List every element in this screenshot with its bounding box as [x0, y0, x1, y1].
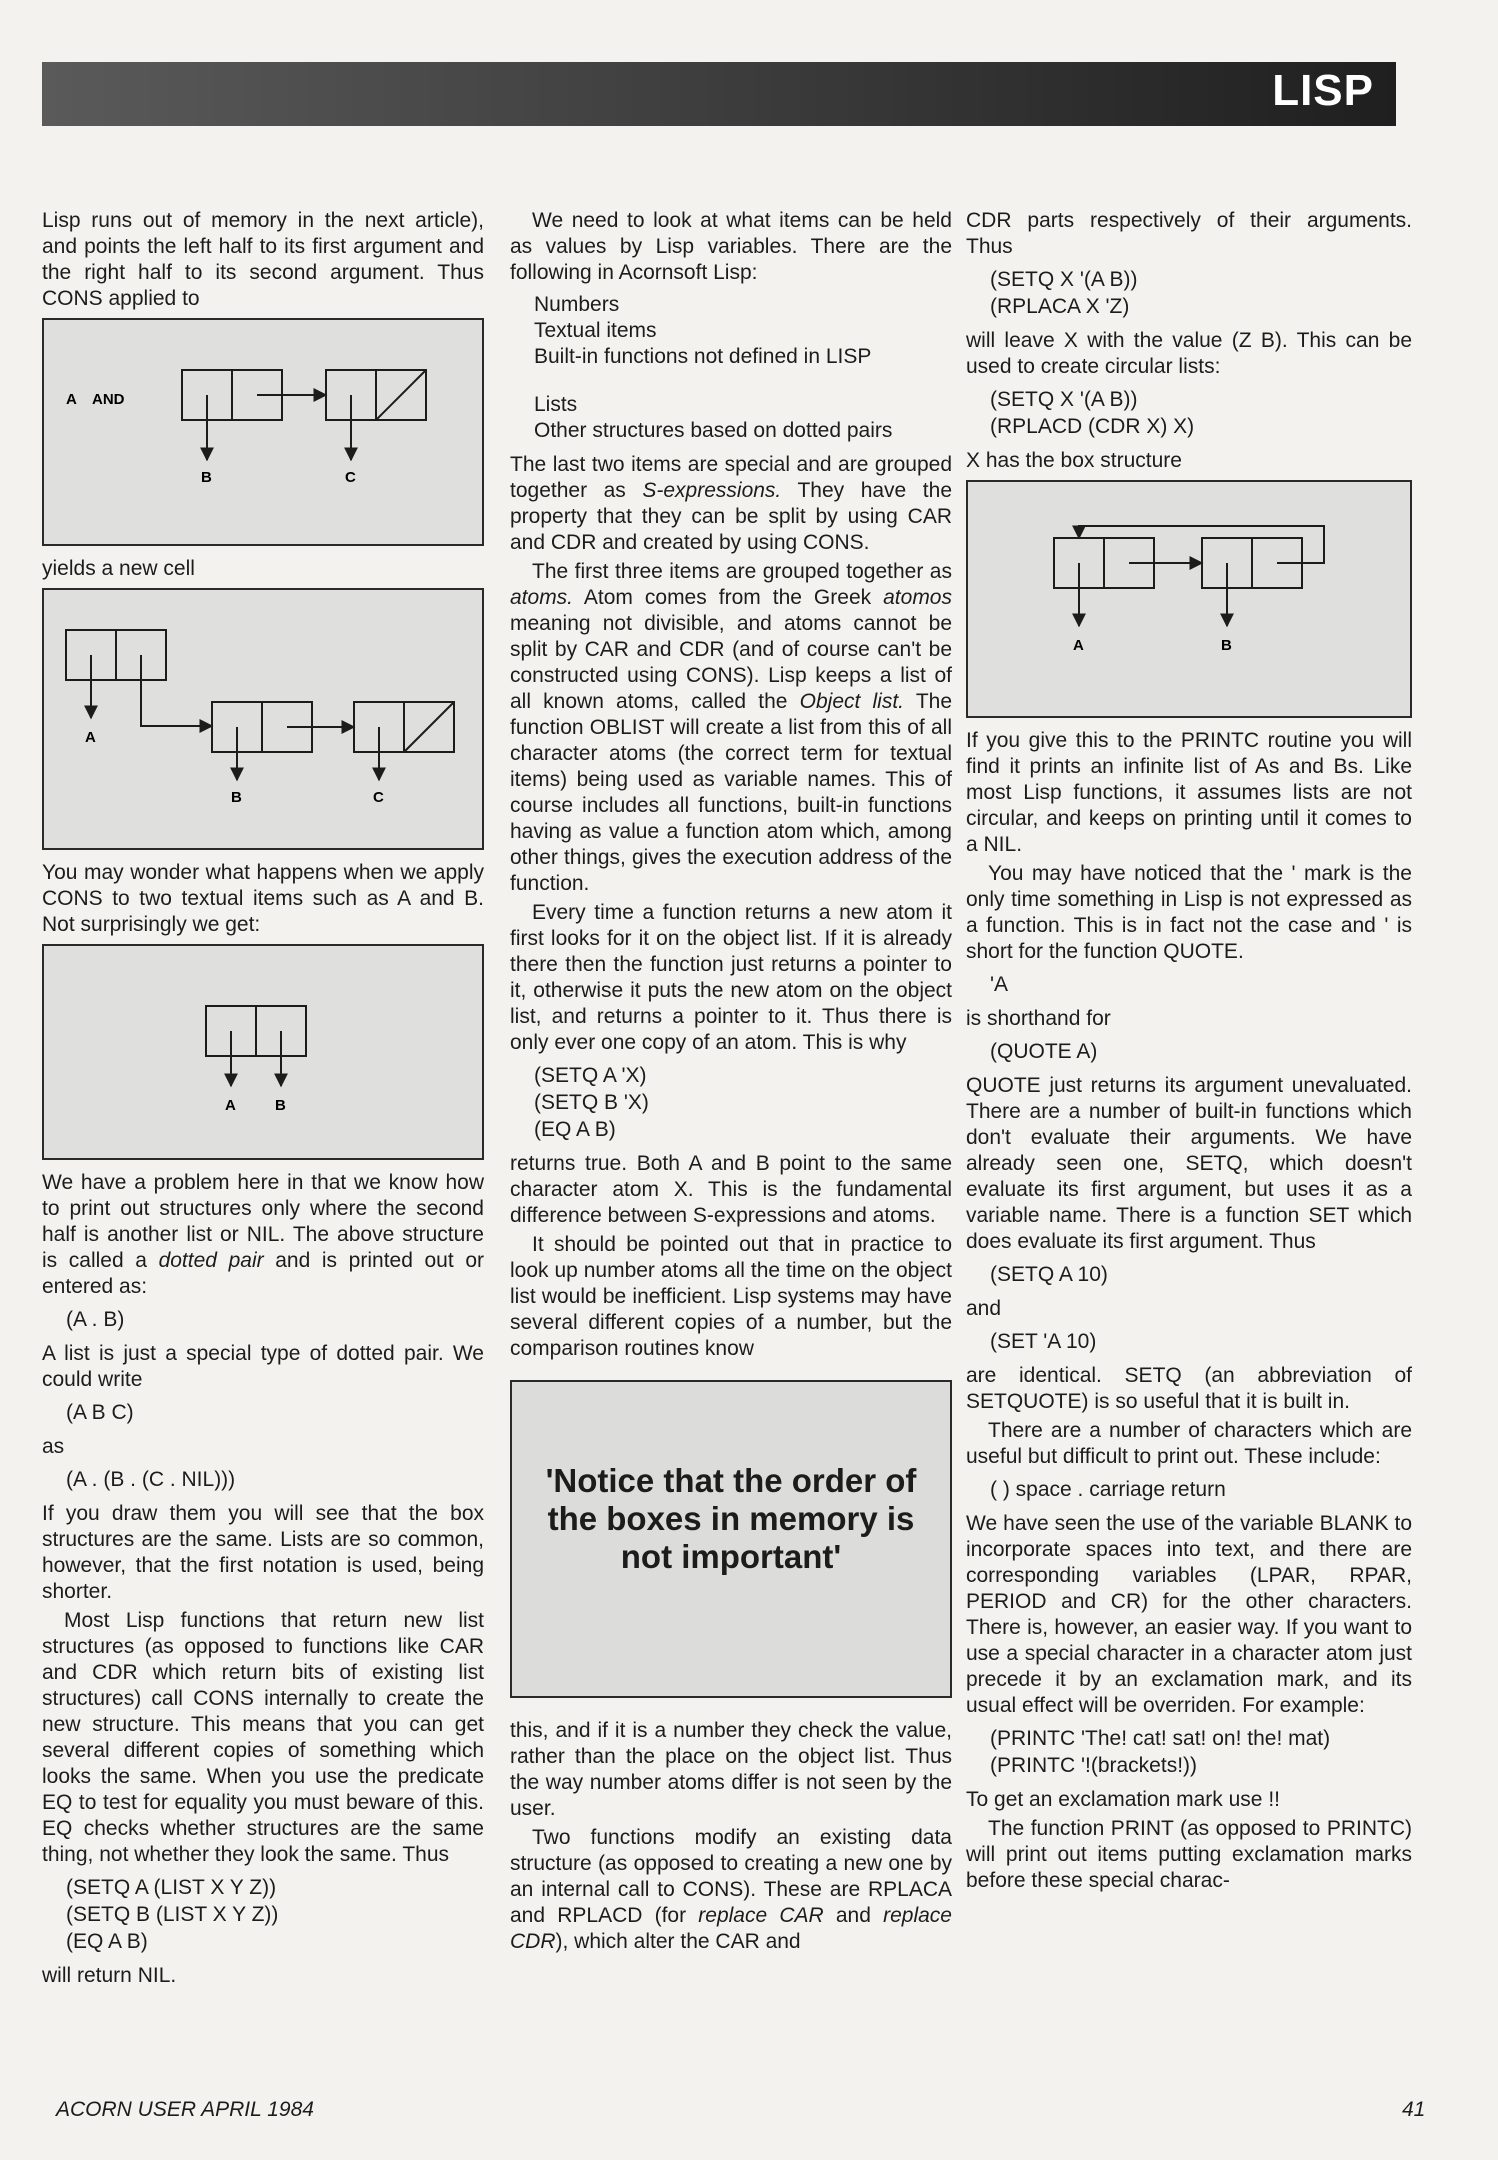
nil-slash [376, 370, 426, 420]
code-block: (SETQ A (LIST X Y Z)) (SETQ B (LIST X Y Z)) (EQ A B) [66, 1876, 279, 1953]
paragraph: CDR parts respectively of their arguments. Thus [966, 209, 1412, 258]
code-line: (QUOTE A) [990, 1040, 1098, 1063]
code-block: (SETQ X '(A B)) (RPLACD (CDR X) X) [990, 388, 1195, 438]
label-b: B [231, 789, 242, 806]
code-line: (A B C) [66, 1401, 134, 1424]
paragraph: We need to look at what items can be held as values by Lisp variables. There are the following in Acornsoft Lisp: [510, 209, 952, 284]
paragraph: If you give this to the PRINTC routine you will find it prints an infinite list of As and Bs. Like most Lisp functions, it assumes lists are not circular, and keeps on printing until it comes to a NIL. [966, 729, 1412, 856]
paragraph: QUOTE just returns its argument unevaluated. There are a number of built-in functions which don't evaluate their arguments. We have already seen one, SETQ, which doesn't evaluate its first argument, but uses it as a variable name. There is a function SET which does evaluate its first argument. Thus [966, 1074, 1412, 1253]
list-item: Built-in functions not defined in LISP [534, 345, 872, 368]
label-b: B [1221, 637, 1232, 654]
box-diagram [968, 482, 1414, 720]
diagram-circular-list [966, 480, 1412, 718]
label-c: C [345, 469, 356, 486]
paragraph: will return NIL. [42, 1964, 177, 1987]
page-number: 41 [1402, 2098, 1426, 2121]
pull-quote: 'Notice that the order of the boxes in memory is not important' [545, 1462, 917, 1575]
paragraph: as [42, 1435, 65, 1458]
nil-slash [404, 702, 454, 752]
paragraph: yields a new cell [42, 557, 195, 580]
paragraph: You may have noticed that the ' mark is the only time something in Lisp is not expressed as a function. This is in fact not the case and ' is short for the function QUOTE. [966, 862, 1412, 963]
label-a: A [1073, 637, 1084, 654]
code-line: (SETQ A 10) [990, 1263, 1108, 1286]
paragraph: Two functions modify an existing data structure (as opposed to creating a new one by an internal call to CONS). These are RPLACA and RPLACD (for replace CAR and replace CDR), which alter the CAR and [510, 1826, 952, 1953]
paragraph: We have a problem here in that we know how to print out structures only where the second half is another list or NIL. The above structure is called a dotted pair and is printed out or entered as: [42, 1171, 484, 1298]
paragraph: this, and if it is a number they check the value, rather than the place on the object list. Thus the way number atoms differ is not seen by the user. [510, 1719, 952, 1820]
label-a: A [66, 391, 77, 408]
diagram-new-cell [42, 588, 484, 850]
column-1 [42, 208, 484, 1992]
paragraph: A list is just a special type of dotted pair. We could write [42, 1342, 484, 1391]
list-item: Lists [534, 393, 578, 416]
paragraph: will leave X with the value (Z B). This can be used to create circular lists: [966, 329, 1412, 378]
list-item: Textual items [534, 319, 657, 342]
code-line: (SET 'A 10) [990, 1330, 1097, 1353]
paragraph: Every time a function returns a new atom it first looks for it on the object list. If it is already there then the function just returns a pointer to it, otherwise it puts the new atom on the object list, and returns a pointer to it. Thus there is only ever one copy of an atom. This is why [510, 901, 952, 1054]
header-bar [42, 62, 1396, 126]
paragraph: The function PRINT (as opposed to PRINTC) will print out items putting exclamation marks before these special charac- [966, 1817, 1412, 1892]
code-block: (SETQ A 'X) (SETQ B 'X) (EQ A B) [534, 1064, 649, 1141]
value-types-list [534, 292, 952, 444]
paragraph: The last two items are special and are grouped together as S-expressions. They have the property that they can be split by using CAR and CDR and created by using CONS. [510, 453, 952, 554]
code-block: (SETQ X '(A B)) (RPLACA X 'Z) [990, 268, 1138, 318]
label-and: AND [92, 391, 125, 408]
footer-publication: ACORN USER APRIL 1984 [56, 2098, 314, 2121]
label-a: A [85, 729, 96, 746]
diagram-dotted-pair [42, 944, 484, 1160]
pointer-to-list [141, 655, 212, 726]
label-b: B [201, 469, 212, 486]
list-item: Other structures based on dotted pairs [534, 419, 893, 442]
paragraph: Lisp runs out of memory in the next article), and points the left half to its first argument and the right half to its second argument. Thus CONS applied to [42, 209, 484, 310]
paragraph: If you draw them you will see that the box structures are the same. Lists are so common, however, that the first notation is used, being shorter. [42, 1502, 484, 1603]
paragraph: To get an exclamation mark use !! [966, 1788, 1280, 1811]
label-b: B [275, 1097, 286, 1114]
paragraph: returns true. Both A and B point to the same character atom X. This is the fundamental difference between S-expressions and atoms. [510, 1152, 952, 1227]
box-diagram [44, 320, 486, 548]
paragraph: is shorthand for [966, 1007, 1111, 1030]
label-c: C [373, 789, 384, 806]
paragraph: Most Lisp functions that return new list structures (as opposed to functions like CAR and CDR which return bits of existing list structures) call CONS internally to create the new structure. This means that you can get several different copies of something which looks the same. When you use the predicate EQ to test for equality you must beware of this. EQ checks whether structures are the same thing, not whether they look the same. Thus [42, 1609, 484, 1866]
paragraph: You may wonder what happens when we apply CONS to two textual items such as A and B. Not surprisingly we get: [42, 861, 484, 936]
paragraph: We have seen the use of the variable BLANK to incorporate spaces into text, and there are corresponding variables (LPAR, RPAR, PERIOD and CR) for the other characters. There is, however, an easier way. If you want to use a special character in a character atom just precede it by an exclamation mark, and its usual effect will be overriden. For example: [966, 1512, 1412, 1717]
column-3 [966, 208, 1412, 1897]
section-title: LISP [1272, 66, 1374, 115]
code-line: (A . (B . (C . NIL))) [66, 1468, 236, 1491]
box-diagram [44, 946, 486, 1162]
box-diagram [44, 590, 486, 852]
pull-quote-box [510, 1380, 952, 1698]
code-line: (A . B) [66, 1308, 125, 1331]
paragraph: The first three items are grouped together as atoms. Atom comes from the Greek atomos meaning not divisible, and atoms cannot be split by CAR and CDR (and of course can't be constructed using CONS). Lisp keeps a list of all known atoms, called the Object list. The function OBLIST will create a list from this of all character atoms (the correct term for textual items) being used as variable names. This of course includes all functions, built-in functions having as value a function atom which, among other things, gives the execution address of the function. [510, 560, 953, 895]
code-block: (PRINTC 'The! cat! sat! on! the! mat) (PRINTC '!(brackets!)) [990, 1727, 1331, 1777]
paragraph: and [966, 1297, 1002, 1320]
list-item: Numbers [534, 293, 620, 316]
column-2 [510, 208, 952, 1958]
label-a: A [225, 1097, 236, 1114]
code-line: 'A [990, 973, 1009, 996]
paragraph: are identical. SETQ (an abbreviation of SETQUOTE) is so useful that it is built in. [966, 1364, 1412, 1413]
code-line: ( ) space . carriage return [990, 1478, 1226, 1501]
paragraph: There are a number of characters which are useful but difficult to print out. These include: [966, 1419, 1412, 1468]
diagram-cons-args [42, 318, 484, 546]
paragraph: X has the box structure [966, 449, 1182, 472]
paragraph: It should be pointed out that in practice to look up number atoms all the time on the object list would be inefficient. Lisp systems may have several different copies of a number, but the comparison routines know [510, 1233, 952, 1360]
